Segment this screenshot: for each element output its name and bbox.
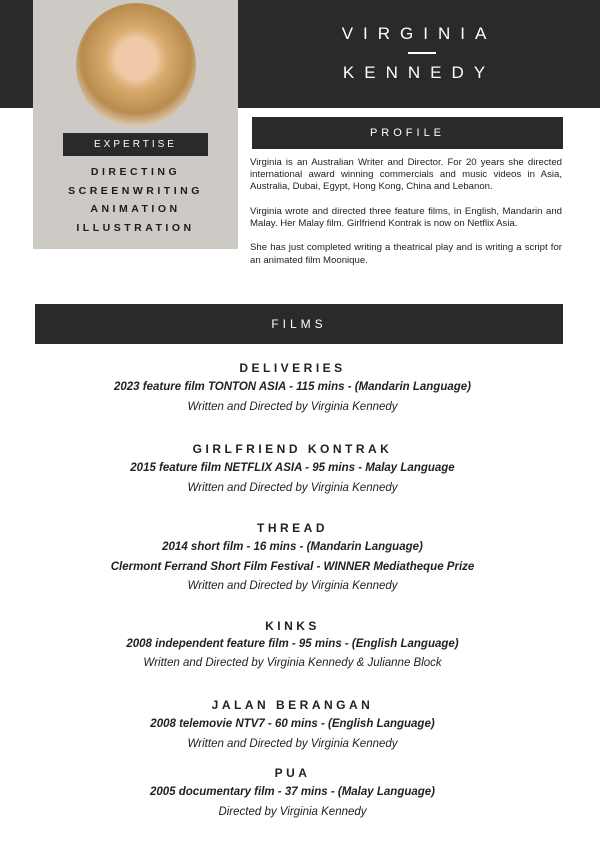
film-credit: Written and Directed by Virginia Kennedy bbox=[187, 737, 398, 750]
film-details: 2014 short film - 16 mins - (Mandarin Language) bbox=[162, 541, 423, 553]
film-entry bbox=[0, 763, 585, 822]
film-credit: Written and Directed by Virginia Kennedy bbox=[187, 580, 398, 592]
film-details: 2023 feature film TONTON ASIA - 115 mins - (Mandarin Language) bbox=[114, 381, 471, 393]
film-title: GIRLFRIEND KONTRAK bbox=[192, 442, 393, 456]
profile-photo bbox=[76, 3, 196, 127]
film-credit: Written and Directed by Virginia Kennedy bbox=[187, 400, 398, 413]
film-title: KINKS bbox=[265, 619, 320, 633]
film-entry bbox=[0, 518, 585, 597]
skill-item: SCREENWRITING bbox=[68, 184, 203, 197]
skill-item: ANIMATION bbox=[90, 203, 181, 215]
film-title: THREAD bbox=[257, 521, 328, 535]
profile-paragraph: Virginia is an Australian Writer and Director. For 20 years she directed international award winning commercials and music videos in Asia, Australia, Dubai, Egypt, Hong Kong, China and Lebanon. bbox=[250, 157, 562, 193]
skill-item: DIRECTING bbox=[90, 166, 181, 178]
profile-heading: PROFILE bbox=[252, 117, 563, 149]
film-entry bbox=[0, 616, 585, 674]
film-title: JALAN BERANGAN bbox=[211, 698, 374, 712]
film-title: DELIVERIES bbox=[239, 361, 346, 375]
name-divider bbox=[408, 52, 436, 54]
film-details: 2005 documentary film - 37 mins - (Malay Language) bbox=[149, 786, 436, 798]
film-title: PUA bbox=[274, 766, 311, 780]
expertise-heading: EXPERTISE bbox=[63, 133, 208, 156]
expertise-list bbox=[33, 163, 238, 237]
film-entry bbox=[0, 439, 585, 498]
profile-paragraph: She has just completed writing a theatrical play and is writing a script for an animated film Moonique. bbox=[250, 242, 562, 266]
film-details: Clermont Ferrand Short Film Festival - WINNER Mediatheque Prize bbox=[110, 560, 475, 573]
film-details: 2008 telemovie NTV7 - 60 mins - (English Language) bbox=[150, 718, 435, 730]
profile-text bbox=[250, 157, 562, 279]
film-credit: Directed by Virginia Kennedy bbox=[218, 805, 367, 818]
film-entry bbox=[0, 358, 585, 417]
films-heading: FILMS bbox=[35, 304, 563, 344]
film-credit: Written and Directed by Virginia Kennedy & Julianne Block bbox=[143, 657, 442, 669]
film-credit: Written and Directed by Virginia Kennedy bbox=[187, 481, 398, 494]
profile-paragraph: Virginia wrote and directed three feature films, in English, Mandarin and Malay. Her Malay film. Girlfriend Kontrak is now on Netflix Asia. bbox=[250, 205, 562, 229]
film-details: 2015 feature film NETFLIX ASIA - 95 mins - Malay Language bbox=[130, 462, 455, 474]
film-entry bbox=[0, 695, 585, 754]
last-name: KENNEDY bbox=[342, 63, 496, 82]
first-name: VIRGINIA bbox=[341, 24, 497, 43]
skill-item: ILLUSTRATION bbox=[76, 221, 195, 234]
expertise-panel bbox=[33, 0, 238, 249]
film-details: 2008 independent feature film - 95 mins - (English Language) bbox=[126, 638, 459, 650]
